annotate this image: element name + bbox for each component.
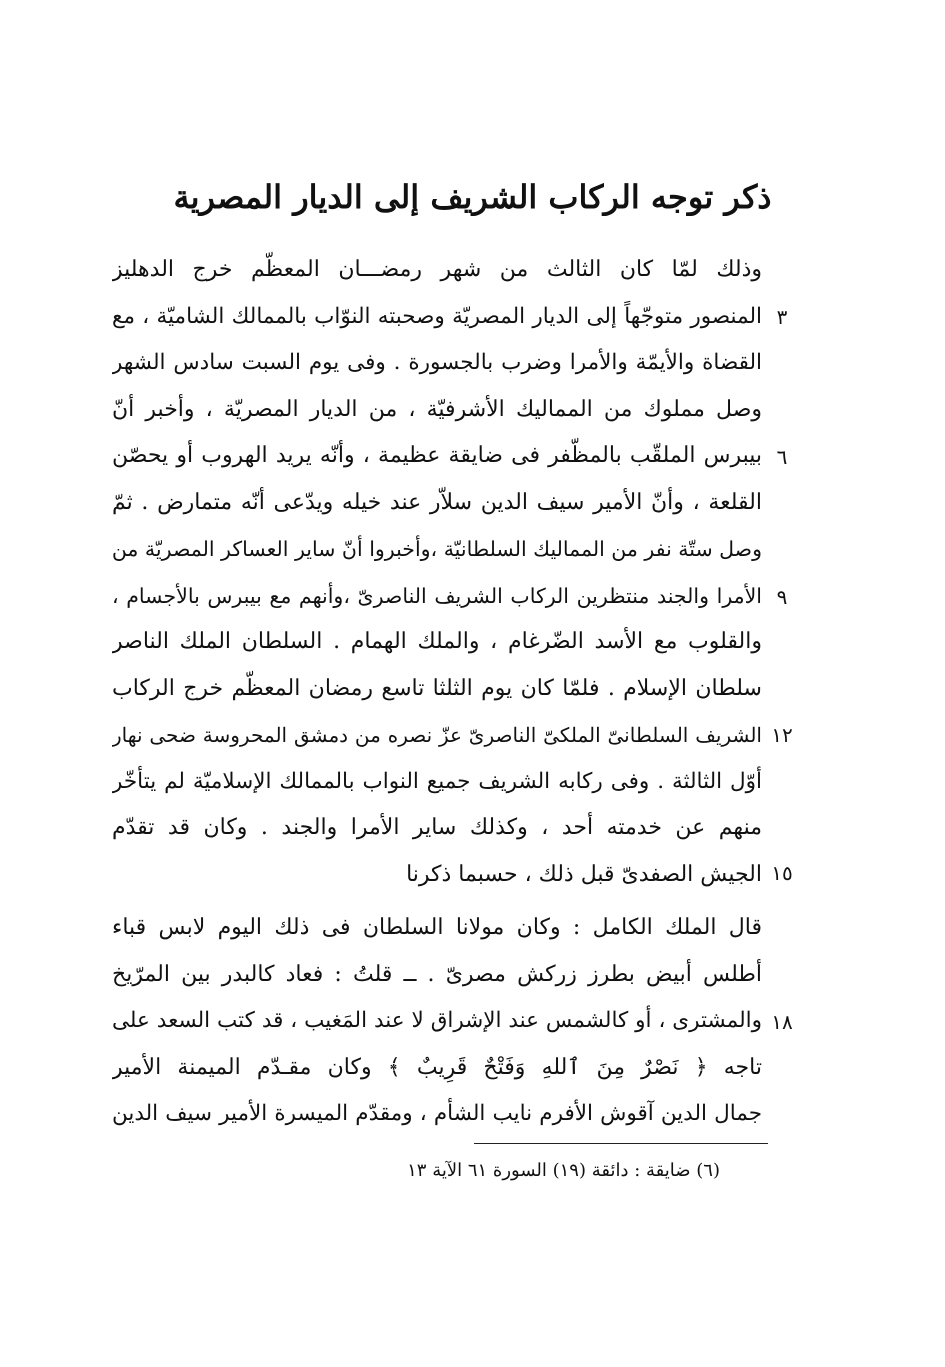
text-line: والمشترى ، أو كالشمس عند الإشراق لا عند المَغيب ، قد كتب السعد على [112, 1008, 762, 1033]
text-line: والقلوب مع الأسد الضّرغام ، والملك الهمام . السلطان الملك الناصر [112, 629, 762, 654]
text-line: الأمرا والجند منتظرين الركاب الشريف الناصرىّ ،وأنهم مع بيبرس بالأجسام ، [112, 583, 762, 608]
line-number: ٦ [776, 445, 788, 469]
text-line: وصل ستّة نفر من المماليك السلطانيّة ،وأخبروا أنّ ساير العساكر المصريّة من [112, 537, 762, 561]
paragraph-1 [112, 247, 762, 898]
line-number: ١٨ [771, 1010, 793, 1034]
text-line: المنصور متوجّهاً إلى الديار المصريّة وصحبته النوّاب بالممالك الشاميّة ، مع [112, 303, 762, 329]
text-line: قال الملك الكامل : وكان مولانا السلطان فى ذلك اليوم لابس قباء [112, 915, 762, 940]
text-line: منهم عن خدمته أحد ، وكذلك ساير الأمرا والجند . وكان قد تقدّم [112, 815, 762, 840]
text-line: سلطان الإسلام . فلمّا كان يوم الثلثا تاسع رمضان المعظّم خرج الركاب [112, 675, 762, 701]
footnote-divider [474, 1143, 768, 1144]
text-line: وذلك لمّا كان الثالث من شهر رمضـــان المعظّم خرج الدهليز [112, 257, 762, 282]
text-line: الجيش الصفدىّ قبل ذلك ، حسبما ذكرنا [406, 861, 762, 887]
line-number: ١٥ [771, 861, 793, 885]
text-line: أطلس أبيض بطرز زركش مصرىّ . ــ قلتُ : فعاد كالبدر بين المرّيخ [112, 961, 762, 987]
text-line: وصل مملوك من المماليك الأشرفيّة ، من الديار المصريّة ، وأخبر أنّ [112, 396, 762, 422]
line-number: ٩ [776, 585, 788, 609]
line-number: ١٢ [771, 723, 793, 747]
text-line: الشريف السلطانىّ الملكىّ الناصرىّ عزّ نصره من دمشق المحروسة ضحى نهار [112, 723, 762, 747]
paragraph-2 [112, 905, 762, 1138]
text-line: أوّل الثالثة . وفى ركابه الشريف جميع النواب بالممالك الإسلاميّة لم يتأخّر [112, 768, 762, 794]
line-number: ٣ [776, 305, 788, 329]
footnote: (٦) ضايقة : دائقة (١٩) السورة ٦١ الآية ١٣ [407, 1160, 720, 1181]
text-line: جمال الدين آقوش الأفرم نايب الشأم ، ومقدّم الميسرة الأمير سيف الدين [112, 1101, 762, 1126]
text-line: تاجه ﴿ نَصْرٌ مِنَ ٱللهِ وَفَتْحٌ قَرِيبٌ ﴾ وكان مقـدّم الميمنة الأمير [112, 1054, 762, 1080]
text-line: بيبرس الملقّب بالمظّفر فى ضايقة عظيمة ، وأنّه يريد الهروب أو يحصّن [112, 443, 762, 468]
text-line: القلعة ، وأنّ الأمير سيف الدين سلاّر عند خيله ويدّعى أنّه متمارض . ثمّ [112, 489, 762, 515]
section-heading: ذكر توجه الركاب الشريف إلى الديار المصرية [173, 178, 772, 216]
text-line: القضاة والأيمّة والأمرا وضرب بالجسورة . وفى يوم السبت سادس الشهر [112, 350, 762, 375]
